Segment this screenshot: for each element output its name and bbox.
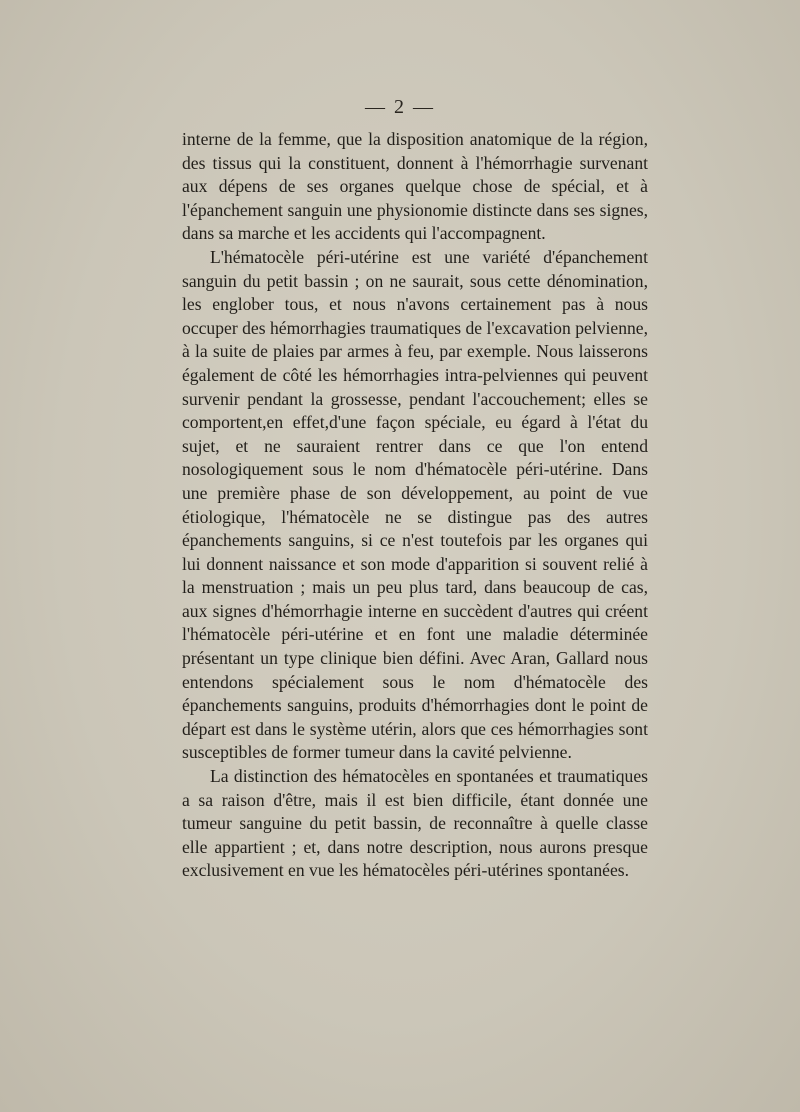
paragraph-3: La distinction des hématocèles en spontanées et traumatiques a sa raison d'être, mais il est bien difficile, étant donnée une tumeur sanguine du petit bassin, de reconnaître à quelle classe elle appartient ; et, dans notre description, nous aurons presque exclusivement en vue les hématocèles péri-utérines spontanées.: [182, 766, 648, 881]
paragraph-1: interne de la femme, que la disposition anatomique de la région, des tissus qui la constituent, donnent à l'hémorrhagie survenant aux dépens de ses organes quelque chose de spécial, et à l'épanchement sanguin une physionomie distincte dans ses signes, dans sa marche et les accidents qui l'accompagnent.: [182, 129, 648, 244]
paragraph-2: L'hématocèle péri-utérine est une variété d'épanchement sanguin du petit bassin ; on ne saurait, sous cette dénomination, les englober tous, et nous n'avons certainement pas à nous occuper des hémorrhagies traumatiques de l'excavation pelvienne, à la suite de plaies par armes à feu, par exemple. Nous laisserons également de côté les hémorrhagies intra-pelviennes qui peuvent survenir pendant la grossesse, pendant l'accouchement; elles se comportent,en effet,d'une façon spéciale, eu égard à l'état du sujet, et ne sauraient rentrer dans ce que l'on entend nosologiquement sous le nom d'hématocèle péri-utérine. Dans une première phase de son développement, au point de vue étiologique, l'hématocèle ne se distingue pas des autres épanchements sanguins, si ce n'est toutefois par les organes qui lui donnent naissance et son mode d'apparition si souvent relié à la menstruation ; mais un peu plus tard, dans beaucoup de cas, aux signes d'hémorrhagie interne en succèdent d'autres qui créent l'hématocèle péri-utérine et en font une maladie déterminée présentant un type clinique bien défini. Avec Aran, Gallard nous entendons spécialement sous le nom d'hématocèle des épanchements sanguins, produits d'hémorrhagies dont le point de départ est dans le système utérin, alors que ces hémorrhagies sont susceptibles de former tumeur dans la cavité pelvienne.: [182, 246, 648, 763]
body-text: [182, 128, 648, 883]
page-number: — 2 —: [365, 96, 435, 118]
